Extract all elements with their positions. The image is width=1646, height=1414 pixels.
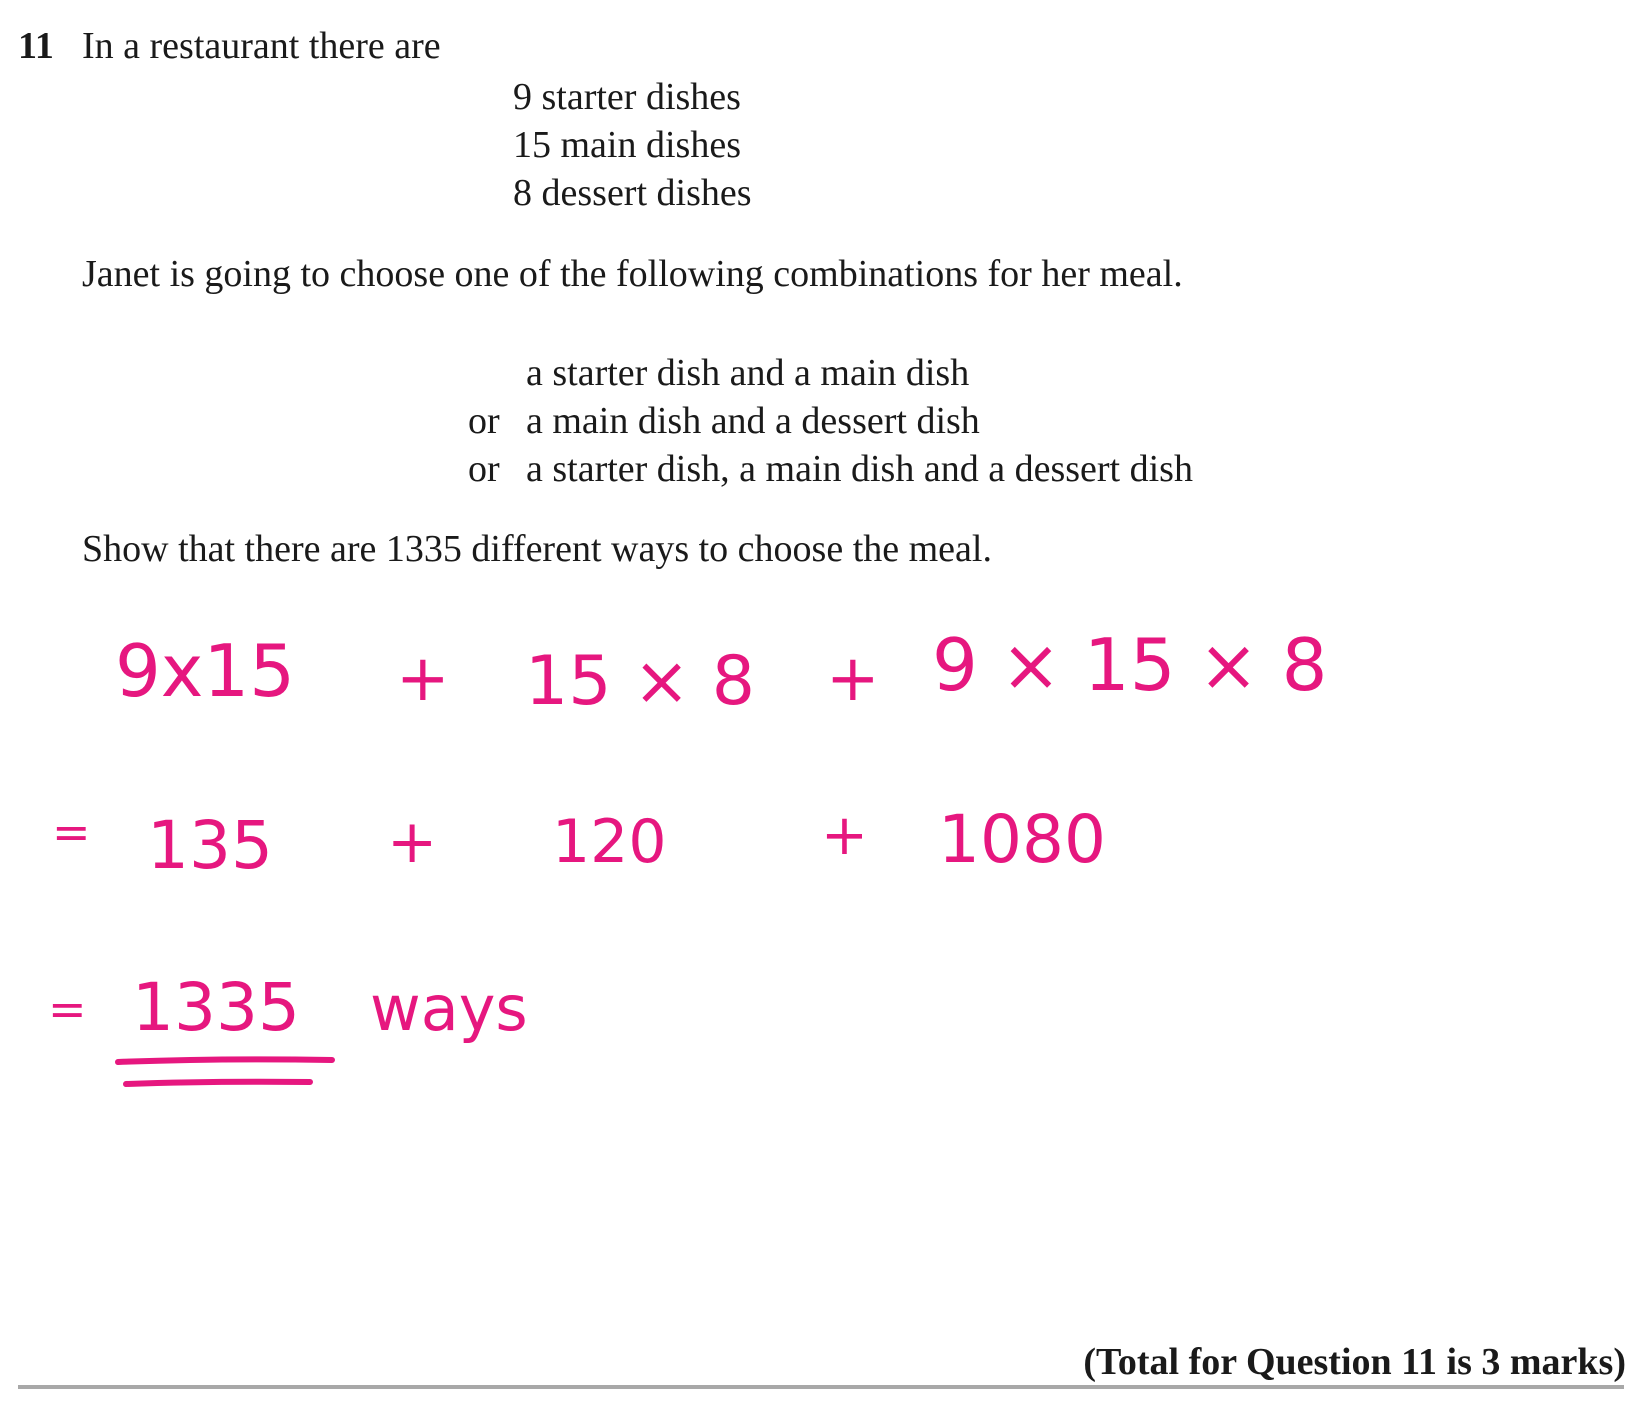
working-term: 9x15 [115,629,296,713]
working-operator: + [821,803,868,868]
combination-prefix: or [468,400,500,442]
working-equals: = [52,805,91,859]
question-number: 11 [18,25,54,67]
working-value: 120 [552,807,667,877]
working-operator: + [396,642,450,716]
combination-text: a starter dish, a main dish and a dessert dish [526,448,1193,490]
working-value: 135 [147,807,273,884]
working-term: 9 × 15 × 8 [932,623,1328,707]
working-term: 15 × 8 [525,642,755,721]
combination-item [468,397,1193,445]
dish-item-dessert: 8 dessert dishes [513,172,752,214]
answer-underline [126,1082,310,1084]
working-operator: + [826,642,880,716]
answer-underline [118,1059,332,1062]
working-value: 1080 [938,801,1106,878]
question-total-marks: (Total for Question 11 is 3 marks) [1083,1341,1626,1383]
combination-text: a main dish and a dessert dish [526,400,980,442]
combination-text: a starter dish and a main dish [526,352,970,394]
combination-item [468,445,1193,493]
question-task: Show that there are 1335 different ways to choose the meal. [82,528,992,570]
working-answer: 1335 [132,969,300,1046]
dish-list [513,73,752,217]
combination-prefix [468,349,526,397]
combination-prefix: or [468,448,500,490]
question-instruction: Janet is going to choose one of the following combinations for her meal. [82,253,1183,295]
dish-item-main: 15 main dishes [513,124,741,166]
working-operator: + [387,807,438,877]
question-intro: In a restaurant there are [82,25,441,67]
dish-item-starter: 9 starter dishes [513,76,741,118]
working-unit: ways [370,972,528,1045]
working-equals: = [48,982,87,1036]
footer-divider [18,1385,1624,1389]
combination-item [468,349,1193,397]
combination-list [468,349,1193,493]
